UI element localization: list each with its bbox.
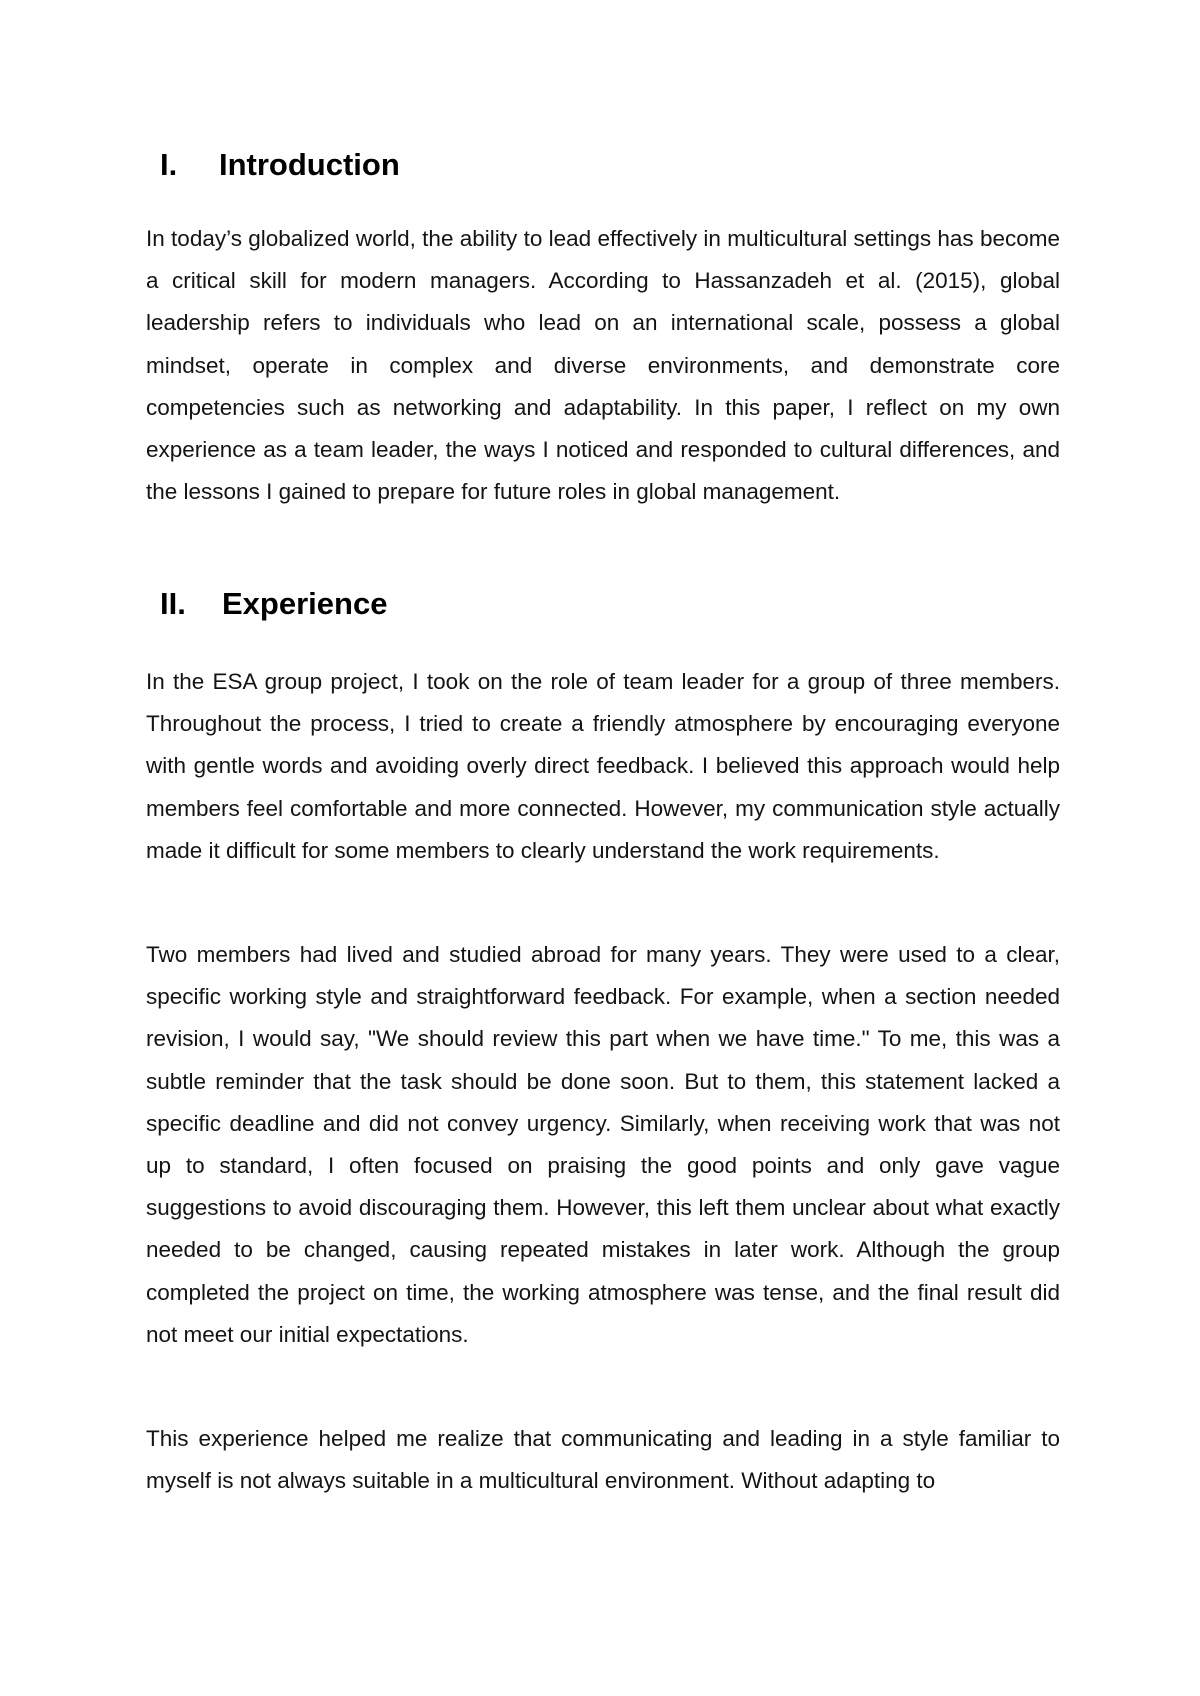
- paragraph-experience-1: In the ESA group project, I took on the role of team leader for a group of three members. Throughout the process, I tried to create a friendly atmosphere by encouraging everyone with gentle words and avoiding overly direct feedback. I believed this approach would help members feel comfortable and more connected. However, my communication style actually made it difficult for some members to clearly understand the work requirements.: [146, 669, 1060, 863]
- section-heading-introduction: [160, 145, 400, 185]
- section-number: I.: [160, 147, 178, 182]
- paragraph-experience-2: Two members had lived and studied abroad for many years. They were used to a clear, specific working style and straightforward feedback. For example, when a section needed revision, I would say, "We should review this part when we have time." To me, this was a subtle reminder that the task should be done soon. But to them, this statement lacked a specific deadline and did not convey urgency. Similarly, when receiving work that was not up to standard, I often focused on praising the good points and only gave vague suggestions to avoid discouraging them. However, this left them unclear about what exactly needed to be changed, causing repeated mistakes in later work. Although the group completed the project on time, the working atmosphere was tense, and the final result did not meet our initial expectations.: [146, 942, 1060, 1347]
- section-title: Introduction: [219, 147, 400, 182]
- section-title: Experience: [222, 586, 388, 621]
- section-heading-experience: [160, 584, 387, 624]
- section-number: II.: [160, 586, 186, 621]
- paragraph-experience-3: This experience helped me realize that communicating and leading in a style familiar to myself is not always suitable in a multicultural environment. Without adapting to: [146, 1426, 1060, 1494]
- paragraph-introduction: In today’s globalized world, the ability to lead effectively in multicultural settings has become a critical skill for modern managers. According to Hassanzadeh et al. (2015), global leadership refers to individuals who lead on an international scale, possess a global mindset, operate in complex and diverse environments, and demonstrate core competencies such as networking and adaptability. In this paper, I reflect on my own experience as a team leader, the ways I noticed and responded to cultural differences, and the lessons I gained to prepare for future roles in global management.: [146, 226, 1060, 505]
